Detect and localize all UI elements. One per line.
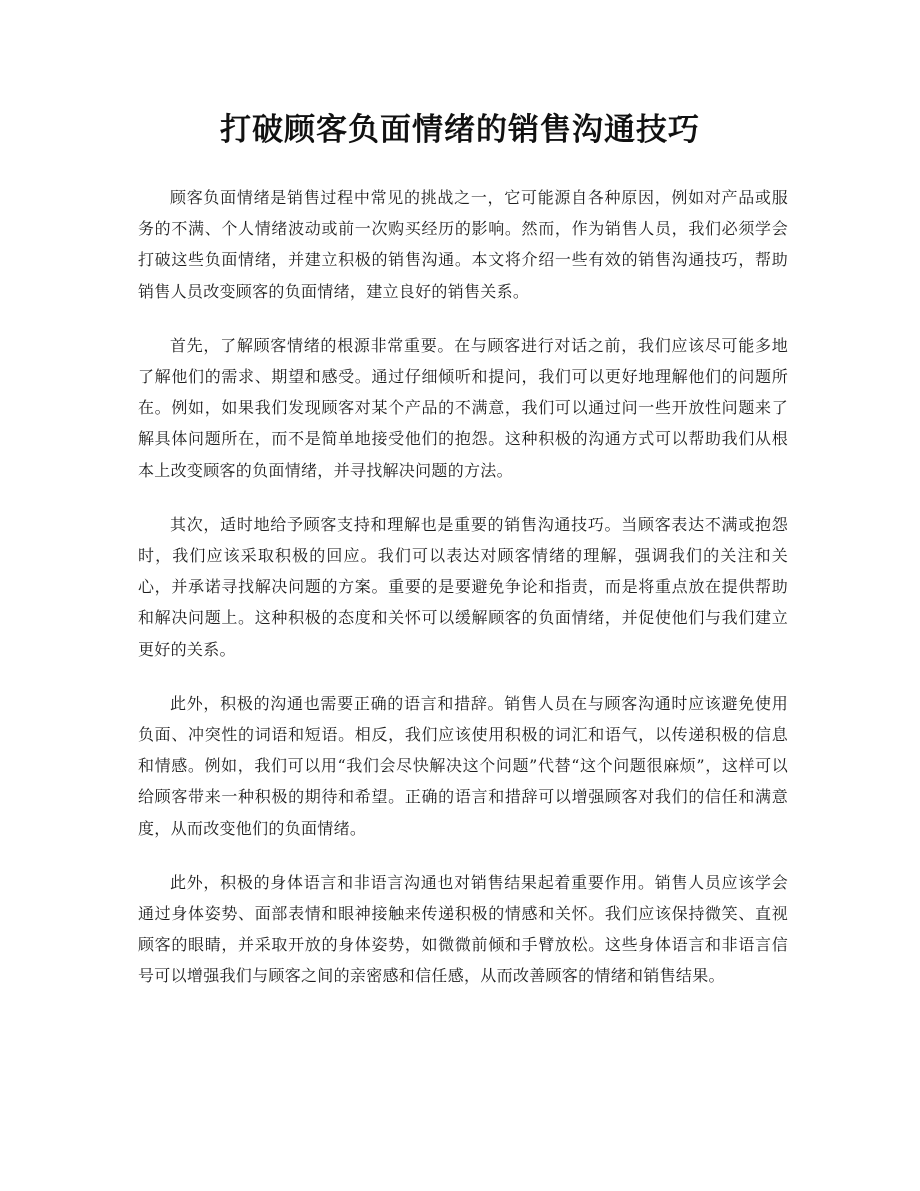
paragraph-intro: 顾客负面情绪是销售过程中常见的挑战之一，它可能源自各种原因，例如对产品或服务的不满、个人情绪波动或前一次购买经历的影响。然而，作为销售人员，我们必须学会打破这些负面情绪，并建立积极的销售沟通。本文将介绍一些有效的销售沟通技巧，帮助销售人员改变顾客的负面情绪，建立良好的销售关系。 bbox=[138, 188, 788, 301]
document-body bbox=[138, 182, 788, 1015]
paragraph-language-wording: 此外，积极的沟通也需要正确的语言和措辞。销售人员在与顾客沟通时应该避免使用负面、冲突性的词语和短语。相反，我们应该使用积极的词汇和语气，以传递积极的信息和情感。例如，我们可以用“我们会尽快解决这个问题”代替“这个问题很麻烦”，这样可以给顾客带来一种积极的期待和希望。正确的语言和措辞可以增强顾客对我们的信任和满意度，从而改变他们的负面情绪。 bbox=[138, 693, 788, 838]
paragraph-support-understanding: 其次，适时地给予顾客支持和理解也是重要的销售沟通技巧。当顾客表达不满或抱怨时，我们应该采取积极的回应。我们可以表达对顾客情绪的理解，强调我们的关注和关心，并承诺寻找解决问题的方案。重要的是要避免争论和指责，而是将重点放在提供帮助和解决问题上。这种积极的态度和关怀可以缓解顾客的负面情绪，并促使他们与我们建立更好的关系。 bbox=[138, 514, 788, 659]
paragraph-body-language: 此外，积极的身体语言和非语言沟通也对销售结果起着重要作用。销售人员应该学会通过身体姿势、面部表情和眼神接触来传递积极的情感和关怀。我们应该保持微笑、直视顾客的眼睛，并采取开放的身体姿势，如微微前倾和手臂放松。这些身体语言和非语言信号可以增强我们与顾客之间的亲密感和信任感，从而改善顾客的情绪和销售结果。 bbox=[138, 872, 788, 986]
document-title: 打破顾客负面情绪的销售沟通技巧 bbox=[220, 112, 700, 148]
paragraph-understand-emotions: 首先，了解顾客情绪的根源非常重要。在与顾客进行对话之前，我们应该尽可能多地了解他们的需求、期望和感受。通过仔细倾听和提问，我们可以更好地理解他们的问题所在。例如，如果我们发现顾客对某个产品的不满意，我们可以通过问一些开放性问题来了解具体问题所在，而不是简单地接受他们的抱怨。这种积极的沟通方式可以帮助我们从根本上改变顾客的负面情绪，并寻找解决问题的方法。 bbox=[138, 335, 788, 480]
